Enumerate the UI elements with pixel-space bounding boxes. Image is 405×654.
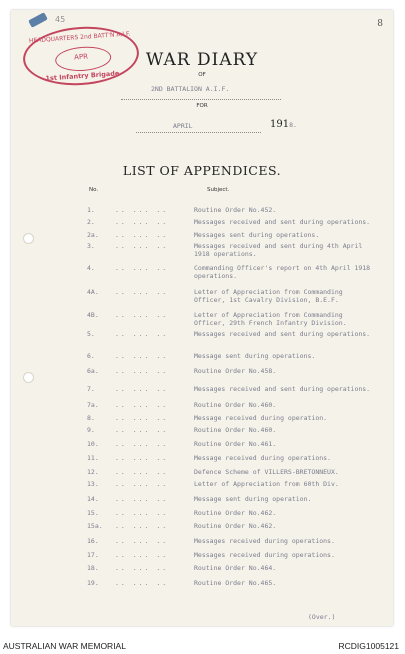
appendix-number: 18. [87,564,99,572]
leader-dots: .. ... .. [115,385,169,393]
of-label: OF [198,72,206,78]
stamp-top-text: HEADQUARTERS 2nd BATT'N A.I.F. [28,30,131,45]
leader-dots: .. ... .. [115,522,169,530]
appendix-subject: Letter of Appreciation from Commanding Officer, 29th French Infantry Division. [194,311,347,327]
leader-dots: .. ... .. [115,352,169,360]
punch-hole-top [23,233,34,244]
appendix-subject: Message sent during operations. [194,352,316,360]
leader-dots: .. ... .. [115,218,169,226]
stamp-date: APR [73,52,89,62]
over-note: (Over.) [308,613,336,621]
leader-dots: .. ... .. [115,242,169,250]
appendix-number: 12. [87,468,99,476]
page-title: WAR DIARY [145,50,259,70]
stamp-bottom-text: 1st Infantry Brigade [45,69,120,83]
appendix-number: 1. [87,206,95,214]
appendix-number: 9. [87,426,95,434]
appendix-number: 6. [87,352,95,360]
leader-dots: .. ... .. [115,231,169,239]
leader-dots: .. ... .. [115,426,169,434]
appendix-subject: Message sent during operation. [194,495,312,503]
leader-dots: .. ... .. [115,551,169,559]
leader-dots: .. ... .. [115,480,169,488]
no-header: No. [89,187,99,193]
appendix-subject: Defence Scheme of VILLERS-BRETONNEUX. [194,468,339,476]
appendix-subject: Routine Order No.452. [194,206,277,214]
appendix-subject: Routine Order No.462. [194,509,277,517]
appendix-subject: Letter of Appreciation from 60th Div. [194,480,339,488]
footer-right: RCDIG1005121 [338,641,399,651]
leader-dots: .. ... .. [115,564,169,572]
leader-dots: .. ... .. [115,367,169,375]
leader-dots: .. ... .. [115,579,169,587]
leader-dots: .. ... .. [115,264,169,272]
appendix-subject: Messages received during operations. [194,537,335,545]
appendix-subject: Routine Order No.460. [194,426,277,434]
leader-dots: .. ... .. [115,311,169,319]
appendix-subject: Messages received during operations. [194,551,335,559]
year-suffix: 8. [289,121,297,129]
leader-dots: .. ... .. [115,330,169,338]
appendix-number: 8. [87,414,95,422]
appendix-subject: Messages sent during operations. [194,231,320,239]
appendix-subject: Messages received and sent during 4th April 1918 operations. [194,242,363,258]
appendix-subject: Letter of Appreciation from Commanding Officer, 1st Cavalry Division, B.E.F. [194,288,343,304]
appendix-number: 2a. [87,231,99,239]
blue-tab-mark [28,12,48,28]
punch-hole-bottom [23,372,34,383]
footer-left: AUSTRALIAN WAR MEMORIAL [3,641,126,651]
appendix-number: 7. [87,385,95,393]
appendix-number: 4. [87,264,95,272]
leader-dots: .. ... .. [115,288,169,296]
leader-dots: .. ... .. [115,537,169,545]
pencil-note: 45 [55,15,66,24]
appendix-subject: Message received during operations. [194,454,331,462]
appendix-number: 10. [87,440,99,448]
appendix-number: 15. [87,509,99,517]
appendix-number: 11. [87,454,99,462]
appendix-subject: Routine Order No.465. [194,579,277,587]
appendix-number: 15a. [87,522,103,530]
appendix-number: 6a. [87,367,99,375]
unit-dotted-line [121,99,281,100]
appendix-subject: Routine Order No.464. [194,564,277,572]
appendix-number: 7a. [87,401,99,409]
subject-header: Subject. [207,187,230,193]
month: APRIL [173,122,193,130]
appendix-number: 3. [87,242,95,250]
leader-dots: .. ... .. [115,468,169,476]
appendix-number: 17. [87,551,99,559]
month-dotted-line [136,132,261,133]
list-title: LIST OF APPENDICES. [122,163,282,178]
appendix-number: 4A. [87,288,99,296]
leader-dots: .. ... .. [115,509,169,517]
appendix-subject: Routine Order No.460. [194,401,277,409]
appendix-subject: Message received during operation. [194,414,328,422]
year [270,119,297,130]
leader-dots: .. ... .. [115,440,169,448]
year-prefix: 191 [270,119,290,130]
leader-dots: .. ... .. [115,454,169,462]
diary-page [11,10,393,626]
appendix-subject: Messages received and sent during operations. [194,330,371,338]
for-label: FOR [196,103,208,109]
appendix-number: 16. [87,537,99,545]
page-number: 8 [377,19,383,29]
unit-name: 2ND BATTALION A.I.F. [151,85,230,93]
appendix-subject: Routine Order No.461. [194,440,277,448]
appendix-number: 19. [87,579,99,587]
leader-dots: .. ... .. [115,206,169,214]
appendix-number: 4B. [87,311,99,319]
leader-dots: .. ... .. [115,401,169,409]
appendix-subject: Commanding Officer's report on 4th April 1918 operations. [194,264,371,280]
appendix-number: 2. [87,218,95,226]
appendix-number: 13. [87,480,99,488]
leader-dots: .. ... .. [115,414,169,422]
leader-dots: .. ... .. [115,495,169,503]
appendix-subject: Routine Order No.458. [194,367,277,375]
appendix-number: 5. [87,330,95,338]
appendix-subject: Routine Order No.462. [194,522,277,530]
appendix-subject: Messages received and sent during operations. [194,385,371,393]
appendix-subject: Messages received and sent during operations. [194,218,371,226]
appendix-number: 14. [87,495,99,503]
